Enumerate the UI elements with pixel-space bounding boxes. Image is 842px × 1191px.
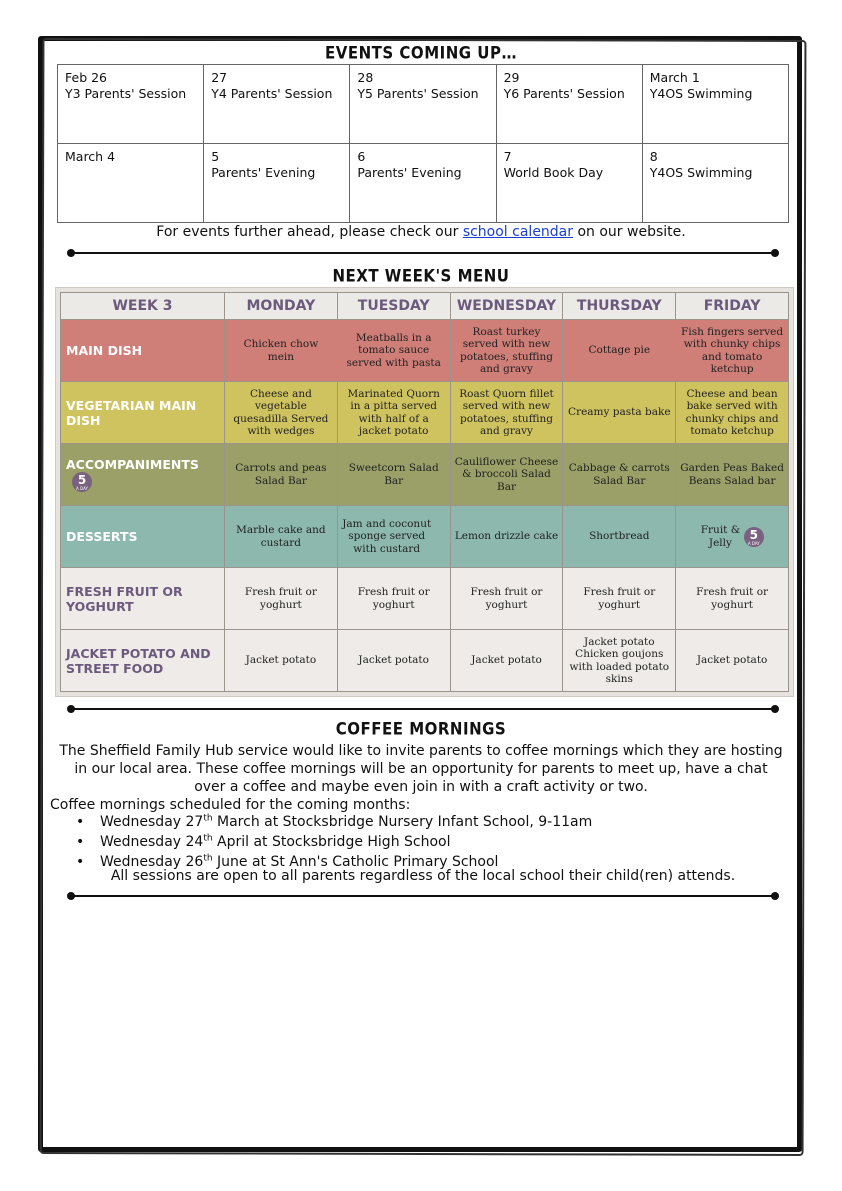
menu-cell: Marble cake and custard xyxy=(225,506,338,568)
row-label: MAIN DISH xyxy=(61,320,225,382)
menu-cell: Roast turkey served with new potatoes, stuffing and gravy xyxy=(450,320,563,382)
menu-cell: Garden Peas Baked Beans Salad bar xyxy=(676,444,789,506)
menu-cell: Marinated Quorn in a pitta served with half of a jacket potato xyxy=(337,382,450,444)
menu-cell: Cabbage & carrots Salad Bar xyxy=(563,444,676,506)
event-date: 5 xyxy=(211,149,220,164)
menu-cell: Cauliflower Cheese & broccoli Salad Bar xyxy=(450,444,563,506)
event-text: Y5 Parents' Session xyxy=(357,86,479,101)
divider xyxy=(70,895,776,897)
week-label: WEEK 3 xyxy=(61,293,225,320)
all-sessions-note: All sessions are open to all parents regardless of the local school their child(ren) attends. xyxy=(110,868,736,884)
menu-cell-text: Fruit & Jelly xyxy=(700,524,741,549)
menu-cell: Jacket potato xyxy=(450,630,563,692)
event-cell xyxy=(204,65,350,144)
divider-dot xyxy=(67,705,75,713)
date-pre: Wednesday 24 xyxy=(100,834,204,850)
menu-cell xyxy=(676,506,789,568)
divider xyxy=(70,252,776,254)
event-cell xyxy=(58,65,204,144)
event-date: 6 xyxy=(357,149,366,164)
menu-cell: Cottage pie xyxy=(563,320,676,382)
row-label xyxy=(61,444,225,506)
date-pre: Wednesday 26 xyxy=(100,854,204,870)
menu-cell xyxy=(337,506,450,568)
event-text: Y4OS Swimming xyxy=(649,86,753,101)
date-post: April at Stocksbridge High School xyxy=(212,834,451,850)
event-cell xyxy=(204,144,350,223)
event-cell xyxy=(496,144,642,223)
events-row xyxy=(58,144,789,223)
event-date: March 4 xyxy=(65,149,116,164)
event-text: Y4 Parents' Session xyxy=(211,86,333,101)
menu-cell: Cheese and bean bake served with chunky chips and tomato ketchup xyxy=(676,382,789,444)
coffee-paragraph: The Sheffield Family Hub service would like to invite parents to coffee mornings which they are hosting in our local area. These coffee mornings will be an opportunity for parents to meet up, have a chat over a coffee and maybe even join in with a craft activity or two. xyxy=(59,743,783,795)
divider-dot xyxy=(771,892,779,900)
coffee-schedule-heading: Coffee mornings scheduled for the coming months: xyxy=(50,797,411,813)
badge-number: 5 xyxy=(749,527,758,542)
event-text: Y4OS Swimming xyxy=(649,165,753,180)
menu-cell: Jacket potato xyxy=(225,630,338,692)
menu-cell: Jacket potato xyxy=(676,630,789,692)
divider-dot xyxy=(67,892,75,900)
events-table xyxy=(57,64,789,223)
note-text-after: on our website. xyxy=(573,224,686,240)
badge-text: A DAY xyxy=(747,540,760,546)
date-post: March at Stocksbridge Nursery Infant School, 9-11am xyxy=(212,814,593,830)
event-cell xyxy=(642,144,788,223)
divider-dot xyxy=(67,249,75,257)
school-calendar-link[interactable]: school calendar xyxy=(462,224,574,240)
badge-number: 5 xyxy=(77,473,87,487)
event-date: March 1 xyxy=(649,70,700,85)
menu-header-row xyxy=(61,293,789,320)
event-text: Y3 Parents' Session xyxy=(65,86,187,101)
event-cell xyxy=(350,144,496,223)
list-item xyxy=(76,832,592,852)
event-date: 8 xyxy=(649,149,658,164)
menu-row-accompaniments xyxy=(61,444,789,506)
events-title: EVENTS COMING UP… xyxy=(325,43,517,63)
row-label: JACKET POTATO AND STREET FOOD xyxy=(61,630,225,692)
menu-cell: Sweetcorn Salad Bar xyxy=(337,444,450,506)
row-label: DESSERTS xyxy=(61,506,225,568)
day-header: TUESDAY xyxy=(337,293,450,320)
menu-cell: Roast Quorn fillet served with new potatoes, stuffing and gravy xyxy=(450,382,563,444)
menu-cell: Chicken chow mein xyxy=(225,320,338,382)
menu-cell: Lemon drizzle cake xyxy=(450,506,563,568)
event-text: Parents' Evening xyxy=(211,165,316,180)
event-cell xyxy=(496,65,642,144)
menu-cell-text: Jam and coconut sponge served with custard xyxy=(342,517,432,555)
menu-cell: Fish fingers served with chunky chips and tomato ketchup xyxy=(676,320,789,382)
coffee-title: COFFEE MORNINGS xyxy=(335,719,507,739)
event-cell xyxy=(58,144,204,223)
event-text: World Book Day xyxy=(503,165,604,180)
menu-cell: Creamy pasta bake xyxy=(563,382,676,444)
day-header: FRIDAY xyxy=(676,293,789,320)
menu-cell: Fresh fruit or yoghurt xyxy=(450,568,563,630)
menu-cell: Carrots and peas Salad Bar xyxy=(225,444,338,506)
menu-cell: Meatballs in a tomato sauce served with pasta xyxy=(337,320,450,382)
menu-row-jacket xyxy=(61,630,789,692)
events-row xyxy=(58,65,789,144)
event-date: 28 xyxy=(357,70,374,85)
event-date: 27 xyxy=(211,70,228,85)
menu-cell: Jacket potato Chicken goujons with loaded potato skins xyxy=(563,630,676,692)
row-label-text: ACCOMPANIMENTS xyxy=(66,457,199,472)
row-label: FRESH FRUIT OR YOGHURT xyxy=(61,568,225,630)
date-post: June at St Ann's Catholic Primary School xyxy=(212,854,499,870)
date-suffix: th xyxy=(203,813,213,824)
menu-cell: Fresh fruit or yoghurt xyxy=(563,568,676,630)
badge-text: A DAY xyxy=(76,486,88,491)
divider-dot xyxy=(771,705,779,713)
menu-card xyxy=(55,287,794,697)
row-label: VEGETARIAN MAIN DISH xyxy=(61,382,225,444)
event-cell xyxy=(642,65,788,144)
event-date: 29 xyxy=(503,70,520,85)
event-cell xyxy=(350,65,496,144)
day-header: THURSDAY xyxy=(563,293,676,320)
event-text: Y6 Parents' Session xyxy=(503,86,625,101)
date-suffix: th xyxy=(203,853,213,864)
date-pre: Wednesday 27 xyxy=(100,814,204,830)
five-a-day-badge xyxy=(744,527,764,547)
event-date: Feb 26 xyxy=(65,70,108,85)
menu-table xyxy=(60,292,789,692)
menu-row-fruit xyxy=(61,568,789,630)
menu-cell: Jacket potato xyxy=(337,630,450,692)
menu-cell: Cheese and vegetable quesadilla Served with wedges xyxy=(225,382,338,444)
five-a-day-badge xyxy=(72,472,92,492)
menu-row-veg xyxy=(61,382,789,444)
note-text-before: For events further ahead, please check our xyxy=(156,224,463,240)
coffee-dates-list xyxy=(76,812,592,872)
menu-title: NEXT WEEK'S MENU xyxy=(332,266,510,286)
date-suffix: th xyxy=(203,833,213,844)
menu-cell: Fresh fruit or yoghurt xyxy=(337,568,450,630)
event-text: Parents' Evening xyxy=(357,165,462,180)
day-header: MONDAY xyxy=(225,293,338,320)
menu-cell: Fresh fruit or yoghurt xyxy=(225,568,338,630)
events-note xyxy=(0,224,842,240)
day-header: WEDNESDAY xyxy=(450,293,563,320)
menu-row-main xyxy=(61,320,789,382)
menu-cell: Fresh fruit or yoghurt xyxy=(676,568,789,630)
event-date: 7 xyxy=(503,149,512,164)
menu-row-desserts xyxy=(61,506,789,568)
list-item xyxy=(76,812,592,832)
divider xyxy=(70,708,776,710)
menu-cell: Shortbread xyxy=(563,506,676,568)
divider-dot xyxy=(771,249,779,257)
